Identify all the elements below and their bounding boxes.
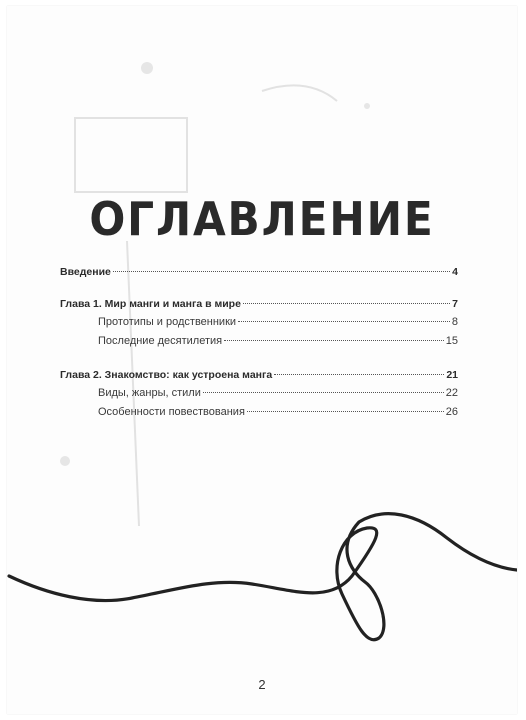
toc-entry-label: Особенности повествования [98, 406, 245, 418]
toc-entry-chapter-1 [60, 298, 458, 310]
toc-entry-page: 7 [452, 298, 458, 310]
toc-entry-introduction [60, 266, 458, 278]
toc-heading: ОГЛАВЛЕНИЕ [89, 192, 435, 246]
toc-entry-section [60, 316, 458, 328]
show-through-frame [75, 118, 187, 192]
toc-entry-section [60, 335, 458, 347]
book-page [7, 6, 517, 714]
show-through-dot [141, 62, 153, 74]
toc-entry-page: 15 [445, 335, 458, 347]
toc-entry-label: Последние десятилетия [98, 335, 223, 347]
show-through-curve [262, 85, 337, 101]
squiggle-line [9, 514, 517, 640]
toc-entry-page: 22 [445, 387, 458, 399]
dot-leader [203, 392, 444, 393]
toc-entry-section [60, 387, 458, 399]
toc-entry-label: Глава 1. Мир манги и манга в мире [60, 298, 241, 310]
toc-entry-chapter-2 [60, 369, 458, 381]
table-of-contents [60, 264, 458, 418]
toc-entry-page: 21 [446, 369, 458, 381]
dot-leader [274, 374, 444, 375]
toc-entry-label: Виды, жанры, стили [98, 387, 201, 399]
dot-leader [238, 321, 450, 322]
page-number: 2 [258, 677, 266, 692]
toc-entry-page: 26 [445, 406, 458, 418]
toc-entry-label: Глава 2. Знакомство: как устроена манга [60, 369, 273, 381]
toc-entry-label: Введение [60, 266, 111, 278]
toc-entry-label: Прототипы и родственники [98, 316, 237, 328]
toc-entry-section [60, 406, 458, 418]
dot-leader [243, 303, 450, 304]
dot-leader [224, 340, 444, 341]
show-through-dot [364, 103, 370, 109]
toc-entry-page: 4 [452, 266, 458, 278]
show-through-dot [60, 456, 70, 466]
dot-leader [247, 411, 444, 412]
toc-entry-page: 8 [451, 316, 458, 328]
dot-leader [113, 271, 450, 272]
